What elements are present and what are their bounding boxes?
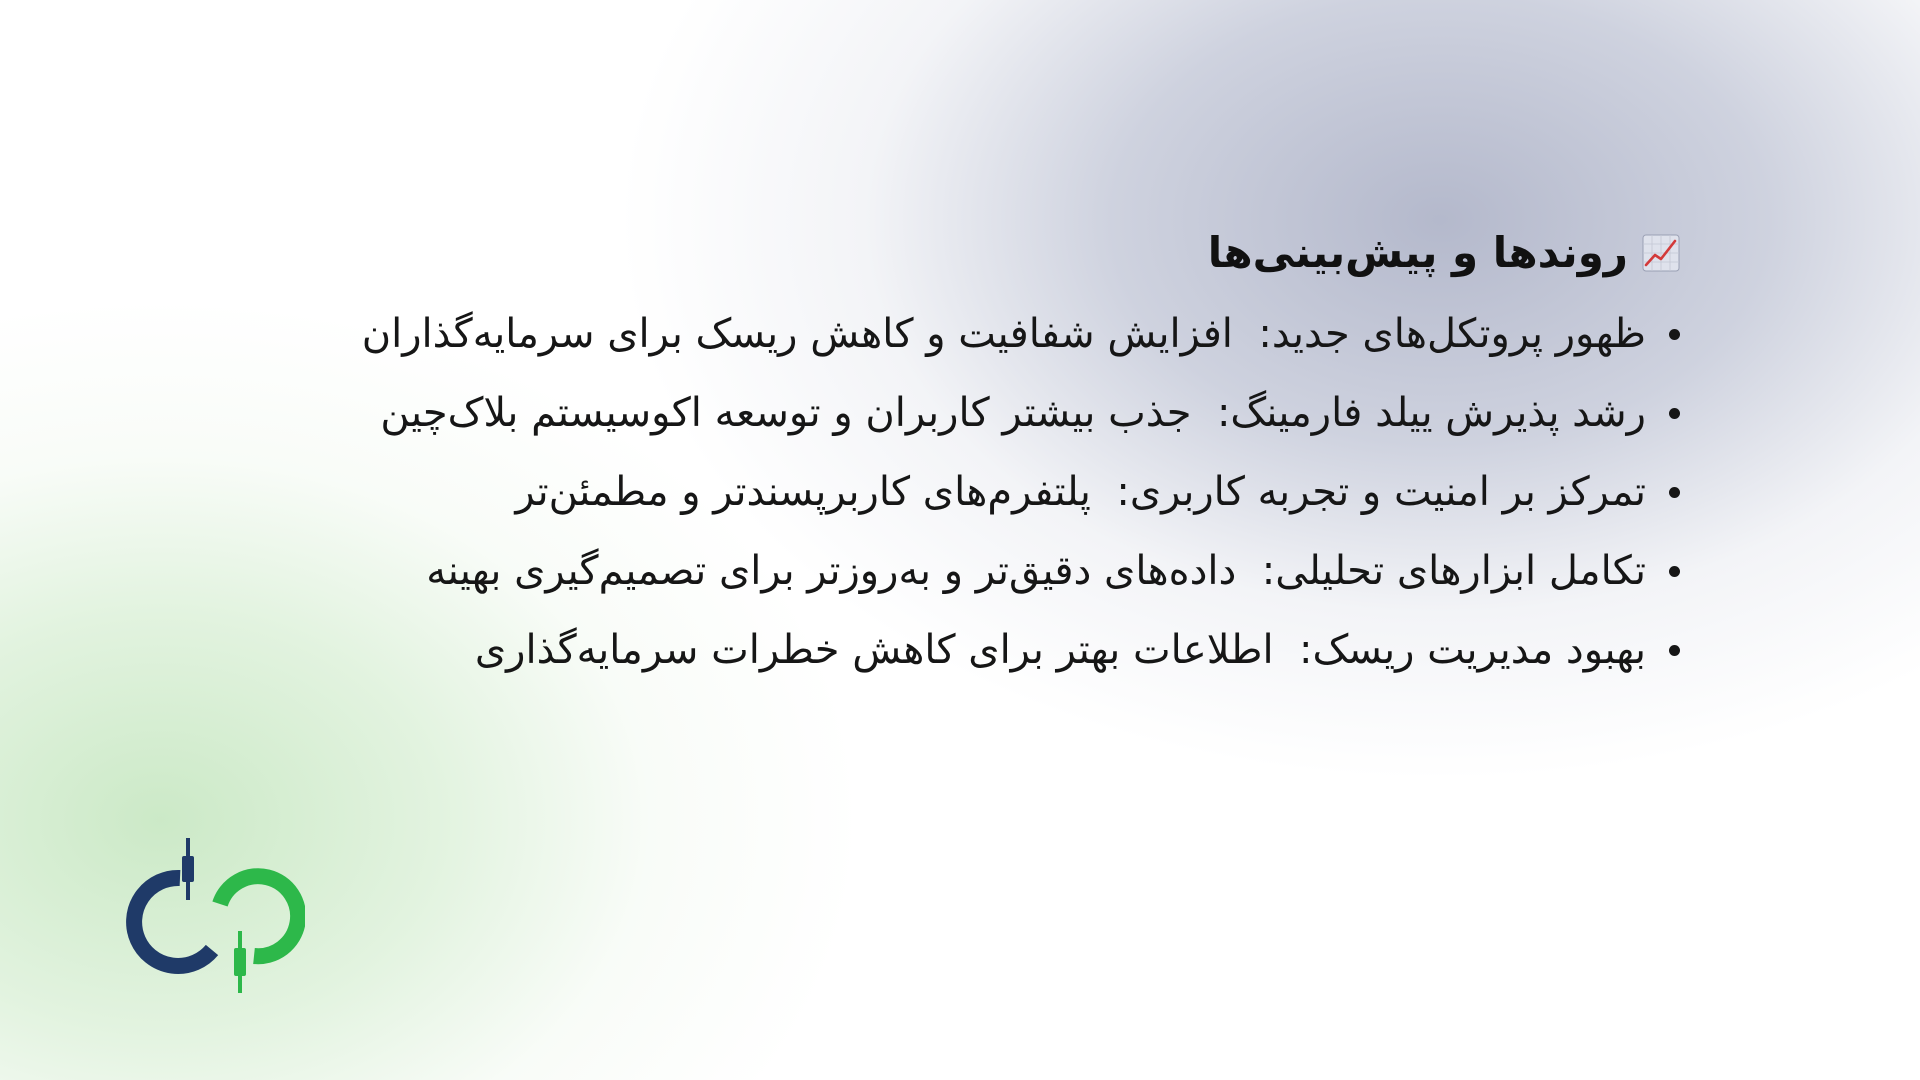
bullet-text: افزایش شفافیت و کاهش ریسک برای سرمایه‌گذاران: [361, 311, 1233, 357]
bullet-item: [180, 453, 1680, 532]
bullet-dot: [1669, 329, 1680, 340]
bullet-heading: تکامل ابزارهای تحلیلی:: [1261, 548, 1646, 594]
bullet-dot: [1669, 408, 1680, 419]
bullet-item: [180, 374, 1680, 453]
bullet-item: [180, 532, 1680, 611]
bullet-item: [180, 611, 1680, 690]
bullet-heading: رشد پذیرش ییلد فارمینگ:: [1216, 390, 1646, 436]
bullet-item: [180, 295, 1680, 374]
bullet-heading: تمرکز بر امنیت و تجربه کاربری:: [1116, 469, 1646, 515]
bullet-list: [180, 295, 1680, 690]
bullet-dot: [1669, 645, 1680, 656]
slide-content: [180, 225, 1680, 690]
bullet-text: اطلاعات بهتر برای کاهش خطرات سرمایه‌گذاری: [474, 627, 1274, 673]
chart-increasing-icon: [1642, 234, 1680, 272]
slide-title: روندها و پیش‌بینی‌ها: [1207, 228, 1628, 277]
bullet-text: جذب بیشتر کاربران و توسعه اکوسیستم بلاک‌چین: [380, 390, 1192, 436]
bullet-dot: [1669, 566, 1680, 577]
bullet-heading: بهبود مدیریت ریسک:: [1299, 627, 1646, 673]
slide-title-row: [180, 225, 1680, 281]
bullet-dot: [1669, 487, 1680, 498]
candlestick-logo-icon: [120, 838, 305, 993]
bullet-heading: ظهور پروتکل‌های جدید:: [1258, 311, 1646, 357]
bullet-text: پلتفرم‌های کاربرپسندتر و مطمئن‌تر: [515, 469, 1091, 515]
bullet-text: داده‌های دقیق‌تر و به‌روزتر برای تصمیم‌گیری بهینه: [426, 548, 1237, 594]
